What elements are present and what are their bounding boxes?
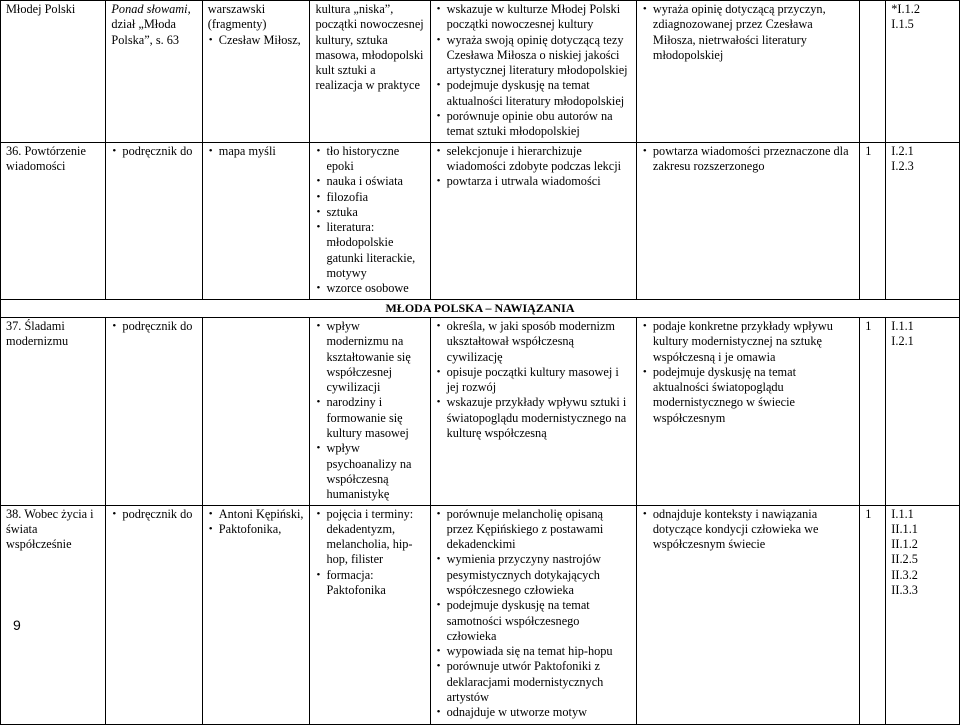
cell-c8 — [886, 142, 960, 299]
list-item: • podręcznik do — [122, 319, 196, 334]
list-item: • wzorce osobowe — [326, 281, 424, 296]
cell-text: II.3.3 — [891, 582, 918, 597]
cell-c4 — [310, 317, 430, 505]
cell-text: Ponad słowami, — [111, 2, 191, 16]
page-number: 9 — [13, 617, 21, 633]
list-item: • filozofia — [326, 190, 424, 205]
bullet-list — [315, 319, 424, 503]
list-item: • wskazuje przykłady wpływu sztuki i światopoglądu modernistycznego na kulturę współczesną — [447, 395, 631, 441]
list-item: • wymienia przyczyny nastrojów pesymistycznych dotykających współczesnego człowieka — [447, 552, 631, 598]
cell-c8 — [886, 317, 960, 505]
cell-c7 — [860, 505, 886, 724]
list-item: • Czesław Miłosz, — [219, 33, 305, 48]
section-title: MŁODA POLSKA – NAWIĄZANIA — [1, 299, 960, 317]
cell-c5 — [430, 317, 636, 505]
cell-c4 — [310, 505, 430, 724]
cell-c6 — [636, 1, 859, 143]
cell-text: II.2.5 — [891, 552, 918, 567]
list-item: • porównuje melancholię opisaną przez Kępińskiego z postawami dekadenckimi — [447, 507, 631, 553]
cell-c4 — [310, 1, 430, 143]
cell-text: 37. Śladami — [6, 318, 65, 333]
list-item: • podaje konkretne przykłady wpływu kultury modernistycznej na sztukę współczesną i je omawia — [653, 319, 854, 365]
cell-c2 — [106, 317, 202, 505]
cell-c2 — [106, 142, 202, 299]
list-item: • Antoni Kępiński, — [219, 507, 305, 522]
list-item: • pojęcia i terminy: dekadentyzm, melancholia, hip-hop, filister — [326, 507, 424, 568]
bullet-list — [111, 507, 196, 522]
cell-text: warszawski — [207, 2, 266, 16]
list-item: • narodziny i formowanie się kultury masowej — [326, 395, 424, 441]
list-item: • podręcznik do — [122, 144, 196, 159]
list-item: • porównuje utwór Paktofoniki z deklaracjami modernistycznych artystów — [447, 659, 631, 705]
cell-c5 — [430, 505, 636, 724]
list-item: • podręcznik do — [122, 507, 196, 522]
bullet-list — [642, 144, 854, 175]
bullet-list — [642, 507, 854, 553]
list-item: • opisuje początki kultury masowej i jej rozwój — [447, 365, 631, 396]
cell-c6 — [636, 317, 859, 505]
cell-c2 — [106, 1, 202, 143]
cell-text: *I.1.2 — [891, 2, 920, 16]
cell-text: I.1.1 — [891, 506, 914, 521]
cell-c7 — [860, 1, 886, 143]
list-item: • mapa myśli — [219, 144, 305, 159]
list-item: • podejmuje dyskusję na temat aktualności literatury młodopolskiej — [447, 78, 631, 109]
cell-c5 — [430, 1, 636, 143]
cell-text: 1 — [865, 143, 872, 158]
bullet-list — [315, 144, 424, 297]
section-header-row — [1, 299, 960, 317]
list-item: • selekcjonuje i hierarchizuje wiadomości zdobyte podczas lekcji — [447, 144, 631, 175]
cell-c3 — [202, 142, 310, 299]
cell-c1 — [1, 142, 106, 299]
cell-text: 36. Powtórzenie — [6, 143, 86, 158]
list-item: • wypowiada się na temat hip-hopu — [447, 644, 631, 659]
bullet-list — [111, 319, 196, 334]
cell-text: I.1.5 — [891, 17, 914, 32]
table-row — [1, 1, 960, 143]
list-item: • podejmuje dyskusję na temat samotności współczesnego człowieka — [447, 598, 631, 644]
cell-text: I.2.3 — [891, 158, 914, 173]
cell-c3 — [202, 1, 310, 143]
cell-text: modernizmu — [6, 334, 69, 349]
list-item: • wyraża swoją opinię dotyczącą tezy Czesława Miłosza o niskiej jakości artystycznej literatury młodopolskiej — [447, 33, 631, 79]
list-item: • podejmuje dyskusję na temat aktualności światopoglądu modernistycznego w świecie współczesnym — [653, 365, 854, 426]
cell-text: dział „Młoda — [111, 17, 176, 32]
cell-text: 1 — [865, 318, 872, 333]
bullet-list — [436, 507, 631, 721]
list-item: • powtarza i utrwala wiadomości — [447, 174, 631, 189]
bullet-list — [315, 507, 424, 599]
list-item: • odnajduje w utworze motyw — [447, 705, 631, 720]
bullet-list — [208, 507, 305, 538]
bullet-list — [208, 33, 305, 48]
list-item: • wyraża opinię dotyczącą przyczyn, zdiagnozowanej przez Czesława Miłosza, nietrwałości literatury młodopolskiej — [653, 2, 854, 63]
list-item: • porównuje opinie obu autorów na temat sztuki młodopolskiej — [447, 109, 631, 140]
bullet-list — [208, 144, 305, 159]
list-item: • nauka i oświata — [326, 174, 424, 189]
cell-text: 38. Wobec życia i — [6, 506, 94, 521]
cell-text: II.1.1 — [891, 521, 918, 536]
cell-text: wiadomości — [6, 158, 66, 173]
list-item: • literatura: młodopolskie gatunki literackie, motywy — [326, 220, 424, 281]
table-row — [1, 317, 960, 505]
cell-c6 — [636, 142, 859, 299]
cell-c7 — [860, 317, 886, 505]
cell-c7 — [860, 142, 886, 299]
cell-c4 — [310, 142, 430, 299]
cell-text: I.2.1 — [891, 143, 914, 158]
list-item: • formacja: Paktofonika — [326, 568, 424, 599]
bullet-list — [436, 144, 631, 190]
cell-text: II.3.2 — [891, 567, 918, 582]
cell-text: 1 — [865, 506, 872, 521]
cell-text: kultura „niska”, początki nowoczesnej kultury, sztuka masowa, młodopolski kult sztuki a realizacja w praktyce — [315, 2, 424, 93]
cell-c1 — [1, 505, 106, 724]
cell-text: I.1.1 — [891, 318, 914, 333]
list-item: • wpływ modernizmu na kształtowanie się współczesnej cywilizacji — [326, 319, 424, 395]
bullet-list — [111, 144, 196, 159]
cell-c3 — [202, 317, 310, 505]
cell-c1 — [1, 1, 106, 143]
cell-text: Młodej Polski — [6, 2, 76, 16]
cell-c1 — [1, 317, 106, 505]
bullet-list — [436, 2, 631, 140]
list-item: • sztuka — [326, 205, 424, 220]
cell-c3 — [202, 505, 310, 724]
bullet-list — [642, 319, 854, 426]
cell-c5 — [430, 142, 636, 299]
cell-text: świata współcześnie — [6, 521, 72, 552]
bullet-list — [642, 2, 854, 63]
list-item: • powtarza wiadomości przeznaczone dla zakresu rozszerzonego — [653, 144, 854, 175]
list-item: • wskazuje w kulturze Młodej Polski początki nowoczesnej kultury — [447, 2, 631, 33]
cell-text: I.2.1 — [891, 334, 914, 349]
list-item: • tło historyczne epoki — [326, 144, 424, 175]
cell-text: Polska”, s. 63 — [111, 32, 180, 47]
list-item: • Paktofonika, — [219, 522, 305, 537]
bullet-list — [436, 319, 631, 441]
cell-text: II.1.2 — [891, 537, 918, 552]
list-item: • określa, w jaki sposób modernizm ukształtował współczesną cywilizację — [447, 319, 631, 365]
table-row — [1, 505, 960, 724]
cell-text: (fragmenty) — [207, 17, 267, 32]
cell-c6 — [636, 505, 859, 724]
table-row — [1, 142, 960, 299]
list-item: • odnajduje konteksty i nawiązania dotyczące kondycji człowieka we współczesnym świecie — [653, 507, 854, 553]
cell-c8 — [886, 1, 960, 143]
cell-c8 — [886, 505, 960, 724]
list-item: • wpływ psychoanalizy na współczesną humanistykę — [326, 441, 424, 502]
cell-c2 — [106, 505, 202, 724]
